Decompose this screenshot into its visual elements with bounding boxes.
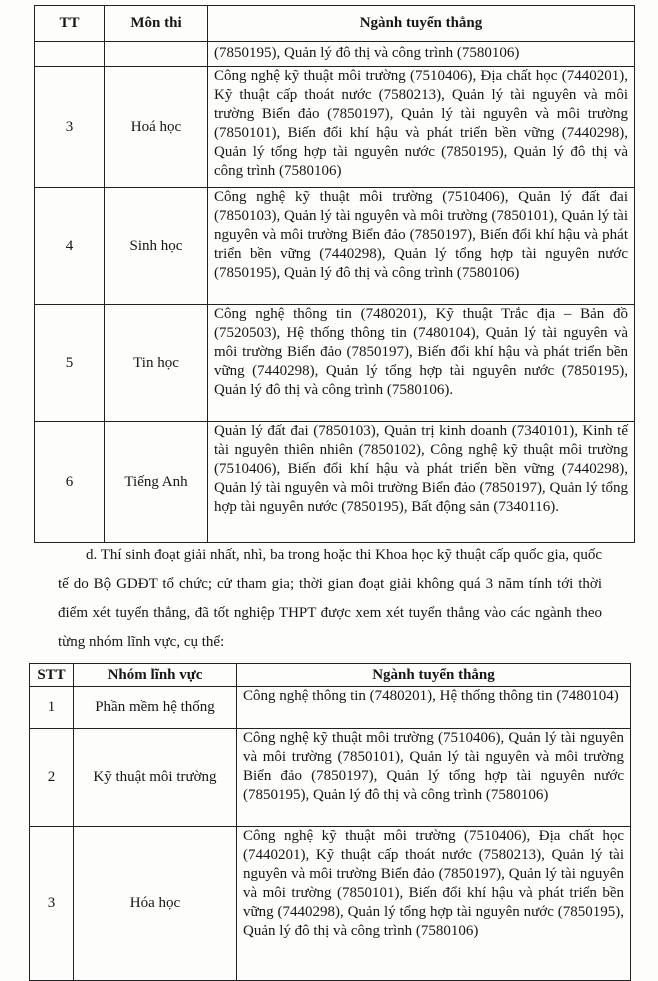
table-row [35, 305, 635, 422]
row-number: 1 [30, 687, 74, 729]
row-majors: (7850195), Quản lý đô thị và công trình (7580106) [208, 42, 635, 67]
row-group: Kỹ thuật môi trường [74, 729, 237, 827]
header-group: Nhóm lĩnh vực [74, 664, 237, 687]
row-number: 3 [35, 67, 105, 188]
row-majors: Công nghệ kỹ thuật môi trường (7510406), Quản lý tài nguyên và môi trường (7850101), Quản lý tài nguyên và môi trường Biển đảo (7850197), Quản lý tổng hợp tài nguyên nước (7850195), Quản lý đô thị và công trình (7580106) [237, 729, 631, 827]
table-row [35, 188, 635, 305]
row-subject: Sinh học [105, 188, 208, 305]
row-subject: Tin học [105, 305, 208, 422]
row-majors: Quản lý đất đai (7850103), Quản trị kinh doanh (7340101), Kinh tế tài nguyên thiên nhiên (7850102), Công nghệ kỹ thuật môi trường (7510406), Biến đổi khí hậu và phát triển bền vững (7440298), Quản lý tài nguyên và môi trường Biển đảo (7850197), Quản lý tổng hợp tài nguyên nước (7850195), Bất động sản (7340116). [208, 422, 635, 543]
row-majors: Công nghệ thông tin (7480201), Hệ thống thông tin (7480104) [237, 687, 631, 729]
table-row [35, 422, 635, 543]
row-majors: Công nghệ thông tin (7480201), Kỹ thuật Trắc địa – Bản đồ (7520503), Hệ thống thông tin (7480104), Quản lý tài nguyên và môi trường Biển đảo (7850197), Biến đổi khí hậu và phát triển bền vững (7440298), Quản lý tổng hợp tài nguyên nước (7850195), Quản lý đô thị và công trình (7580106). [208, 305, 635, 422]
row-majors: Công nghệ kỹ thuật môi trường (7510406), Địa chất học (7440201), Kỹ thuật cấp thoát nước (7580213), Quản lý tài nguyên và môi trường Biển đảo (7850197), Quản lý tài nguyên và môi trường (7850101), Biến đổi khí hậu và phát triển bền vững (7440298), Quản lý tổng hợp tài nguyên nước (7850195), Quản lý đô thị và công trình (7580106) [237, 827, 631, 981]
row-group: Phần mềm hệ thống [74, 687, 237, 729]
section-d-paragraph: d. Thí sinh đoạt giải nhất, nhì, ba trong hoặc thi Khoa học kỹ thuật cấp quốc gia, quốc tế do Bộ GDĐT tổ chức; cử tham gia; thời gian đoạt giải không quá 3 năm tính tới thời điểm xét tuyển thẳng, đã tốt nghiệp THPT được xem xét tuyển thẳng vào các ngành theo từng nhóm lĩnh vực, cụ thể: [58, 547, 602, 650]
field-group-table [29, 663, 631, 981]
table-row [30, 687, 631, 729]
table-header-row [35, 6, 635, 42]
row-number: 6 [35, 422, 105, 543]
row-subject [105, 42, 208, 67]
header-stt: STT [30, 664, 74, 687]
row-majors: Công nghệ kỹ thuật môi trường (7510406), Địa chất học (7440201), Kỹ thuật cấp thoát nước (7580213), Quản lý tài nguyên và môi trường Biển đảo (7850197), Quản lý tài nguyên và môi trường (7850101), Biến đổi khí hậu và phát triển bền vững (7440298), Quản lý tổng hợp tài nguyên nước (7850195), Quản lý đô thị và công trình (7580106) [208, 67, 635, 188]
subject-table [34, 5, 635, 543]
header-majors: Ngành tuyển thẳng [237, 664, 631, 687]
row-majors: Công nghệ kỹ thuật môi trường (7510406), Quản lý đất đai (7850103), Quản lý tài nguyên và môi trường (7850101), Quản lý tài nguyên và môi trường Biển đảo (7850197), Biến đổi khí hậu và phát triển bền vững (7440298), Quản lý tổng hợp tài nguyên nước (7850195), Quản lý đô thị và công trình (7580106) [208, 188, 635, 305]
table-row [30, 827, 631, 981]
row-number: 4 [35, 188, 105, 305]
row-group: Hóa học [74, 827, 237, 981]
row-number: 3 [30, 827, 74, 981]
header-majors: Ngành tuyển thẳng [208, 6, 635, 42]
header-subject: Môn thi [105, 6, 208, 42]
row-number: 2 [30, 729, 74, 827]
table-header-row [30, 664, 631, 687]
row-number: 5 [35, 305, 105, 422]
header-tt: TT [35, 6, 105, 42]
table-row [35, 67, 635, 188]
table-row [30, 729, 631, 827]
row-number [35, 42, 105, 67]
table-row [35, 42, 635, 67]
row-subject: Hoá học [105, 67, 208, 188]
row-subject: Tiếng Anh [105, 422, 208, 543]
